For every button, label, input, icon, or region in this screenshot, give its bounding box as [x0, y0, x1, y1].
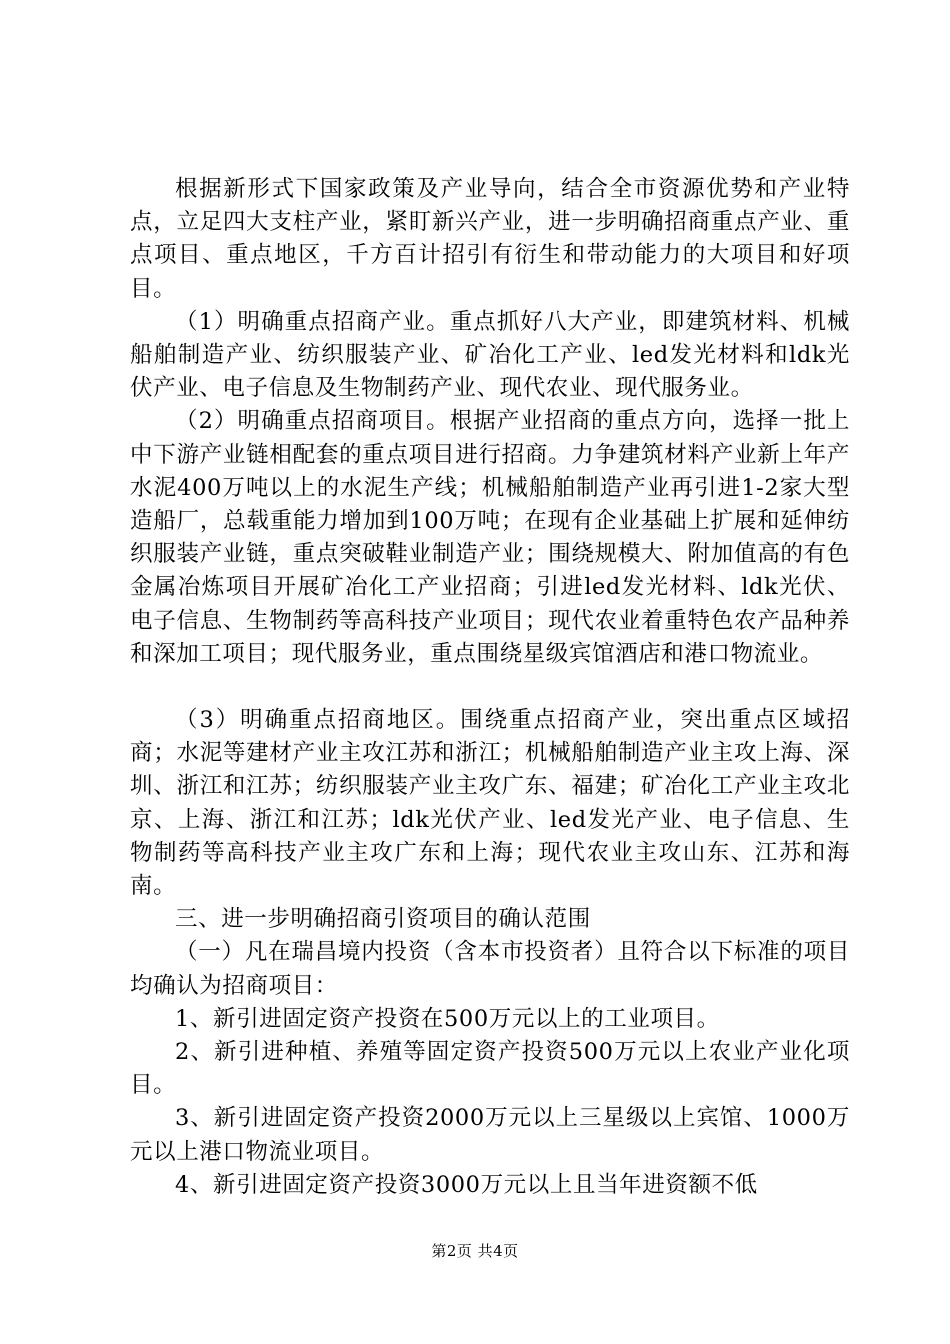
paragraph-key-regions: （3）明确重点招商地区。围绕重点招商产业，突出重点区域招商；水泥等建材产业主攻江苏和浙江；机械船舶制造产业主攻上海、深圳、浙江和江苏；纺织服装产业主攻广东、福建；矿冶化工产业主攻北京、上海、浙江和江苏；ldk光伏产业、led发光产业、电子信息、生物制药等高科技产业主攻广东和上海；现代农业主攻山东、江苏和海南。	[130, 707, 850, 900]
paragraph-intro: 根据新形式下国家政策及产业导向，结合全市资源优势和产业特点，立足四大支柱产业，紧盯新兴产业，进一步明确招商重点产业、重点项目、重点地区，千方百计招引有衍生和带动能力的大项目和好项目。	[130, 176, 850, 302]
list-item-investment: 4、新引进固定资产投资3000万元以上且当年进资额不低	[175, 1171, 758, 1198]
paragraph-key-projects: （2）明确重点招商项目。根据产业招商的重点方向，选择一批上中下游产业链相配套的重点项目进行招商。力争建筑材料产业新上年产水泥400万吨以上的水泥生产线；机械船舶制造产业再引进1-2家大型造船厂，总载重能力增加到100万吨；在现有企业基础上扩展和延伸纺织服装产业链，重点突破鞋业制造产业；围绕规模大、附加值高的有色金属冶炼项目开展矿冶化工产业招商；引进led发光材料、ldk光伏、电子信息、生物制药等高科技产业项目；现代农业着重特色农产品种养和深加工项目；现代服务业，重点围绕星级宾馆酒店和港口物流业。	[130, 408, 850, 667]
list-item-hotel-logistics: 3、新引进固定资产投资2000万元以上三星级以上宾馆、1000万元以上港口物流业项目。	[130, 1105, 850, 1165]
document-body	[130, 173, 850, 1202]
page-footer	[0, 1241, 950, 1261]
paragraph-scope-intro: （一）凡在瑞昌境内投资（含本市投资者）且符合以下标准的项目均确认为招商项目：	[130, 939, 850, 999]
section-heading-scope: 三、进一步明确招商引资项目的确认范围	[175, 906, 591, 933]
paragraph-key-industries: （1）明确重点招商产业。重点抓好八大产业，即建筑材料、机械船舶制造产业、纺织服装产业、矿冶化工产业、led发光材料和ldk光伏产业、电子信息及生物制药产业、现代农业、现代服务业。	[130, 308, 850, 402]
list-item-industrial: 1、新引进固定资产投资在500万元以上的工业项目。	[175, 1005, 720, 1032]
page-indicator: 第2页 共4页	[431, 1242, 519, 1260]
list-item-agricultural: 2、新引进种植、养殖等固定资产投资500万元以上农业产业化项目。	[130, 1039, 850, 1099]
